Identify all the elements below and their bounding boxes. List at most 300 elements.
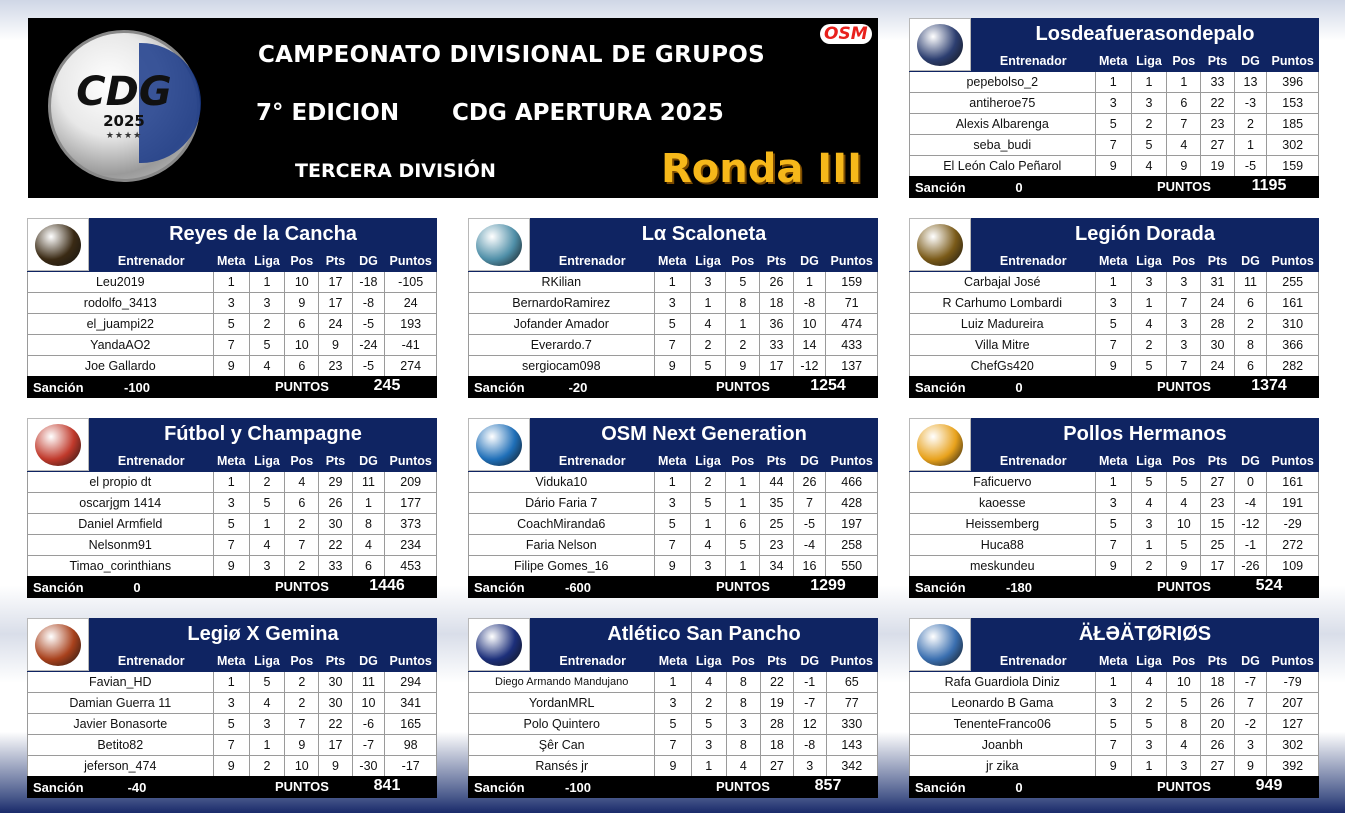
logo-text: CDG [76,68,172,115]
stat-cell: 13 [1234,72,1267,93]
crest-shape [476,224,522,266]
puntos-label: PUNTOS [1157,379,1211,394]
stat-cell: 8 [726,735,760,756]
coach-name: Leu2019 [28,272,214,293]
championship-title: CAMPEONATO DIVISIONAL DE GRUPOS [258,42,765,68]
stat-cell: 153 [1267,93,1319,114]
header-banner [28,18,878,198]
column-header: Entrenador [28,451,214,472]
stat-cell: 27 [1201,472,1234,493]
stat-cell: 2 [285,514,319,535]
stat-cell: 366 [1267,335,1319,356]
stat-cell: 1 [1167,72,1201,93]
stat-cell: 1 [1095,672,1131,693]
stat-cell: 4 [1167,135,1201,156]
stat-cell: 1 [213,672,249,693]
puntos-total: 1254 [810,377,846,394]
stat-cell: 274 [385,356,437,377]
stat-cell: 29 [319,472,352,493]
table-row [910,314,1319,335]
table-row [910,535,1319,556]
stat-cell: 109 [1267,556,1319,577]
column-header: Pts [319,651,352,672]
column-header: Meta [654,251,690,272]
stat-cell: 20 [1201,714,1234,735]
coach-name: meskundeu [910,556,1096,577]
coach-name: kaoesse [910,493,1096,514]
stat-cell: -26 [1234,556,1267,577]
table-row [910,493,1319,514]
stat-cell: 3 [690,272,725,293]
column-header: Pos [1167,651,1201,672]
column-header: Liga [249,451,284,472]
stat-cell: -2 [1234,714,1267,735]
stat-cell: 9 [1167,156,1201,177]
column-header: Pts [319,451,352,472]
coach-name: Filipe Gomes_16 [469,556,655,577]
stat-cell: 7 [213,335,249,356]
table-row [28,493,437,514]
stat-cell: 1 [213,272,249,293]
stat-cell: 7 [1167,356,1201,377]
table-row [910,714,1319,735]
stat-cell: 2 [1131,114,1166,135]
stat-cell: 16 [793,556,826,577]
stat-cell: 8 [726,672,760,693]
coach-name: Şêr Can [469,735,655,756]
stat-cell: 5 [1131,356,1166,377]
table-row [910,93,1319,114]
coach-name: Everardo.7 [469,335,655,356]
table-row [28,356,437,377]
stat-cell: 4 [690,535,725,556]
stat-cell: 2 [1234,314,1267,335]
round-label: Ronda III [661,146,862,192]
stat-cell: 7 [1095,535,1131,556]
stat-cell: 9 [213,756,249,777]
column-header: Pts [1201,251,1234,272]
stat-cell: 5 [213,314,249,335]
coach-name: Favian_HD [28,672,214,693]
stat-cell: 8 [352,514,385,535]
stat-cell: 5 [1167,472,1201,493]
stat-cell: 4 [285,472,319,493]
coach-name: BernardoRamirez [469,293,655,314]
stat-cell: 3 [690,556,725,577]
table-row [910,272,1319,293]
column-header: Entrenador [469,451,655,472]
column-header: Meta [213,451,249,472]
stat-cell: 7 [1167,114,1201,135]
stat-cell: 71 [826,293,878,314]
column-header: Pos [1167,51,1201,72]
team-card [909,418,1319,598]
puntos-total: 245 [373,377,401,394]
shark-icon [468,418,530,471]
stat-cell: 7 [285,535,319,556]
column-header: DG [352,651,385,672]
stat-cell: 3 [1095,93,1131,114]
column-header: Pos [285,651,319,672]
stat-cell: 5 [213,514,249,535]
stat-cell: 17 [760,356,793,377]
stat-cell: 5 [726,535,760,556]
column-header: DG [1234,651,1267,672]
table-row [469,556,878,577]
team-footer [909,576,1319,598]
stat-cell: 10 [1167,514,1201,535]
stat-cell: 1 [1234,135,1267,156]
column-header: Pts [760,651,793,672]
stat-cell: 28 [760,714,793,735]
crest-shape [35,424,81,466]
stat-cell: 15 [1201,514,1234,535]
stat-cell: 3 [1095,493,1131,514]
stat-cell: 18 [760,735,793,756]
table-row [28,272,437,293]
team-card [27,618,437,798]
coach-name: TenenteFranco06 [910,714,1096,735]
column-header: DG [352,451,385,472]
crest-shape [917,24,963,66]
sancion-label: Sanción [474,380,525,395]
column-header: Puntos [385,451,437,472]
table-row [910,135,1319,156]
stat-cell: 1 [352,493,385,514]
team-card [468,618,878,798]
table-row [910,472,1319,493]
column-header: Entrenador [469,651,655,672]
stat-cell: -8 [793,293,826,314]
coach-name: Daniel Armfield [28,514,214,535]
puntos-total: 524 [1255,577,1283,594]
stat-cell: 3 [655,693,691,714]
stat-cell: 33 [760,335,793,356]
column-header: Meta [654,451,690,472]
sancion-label: Sanción [915,180,966,195]
stat-cell: -5 [352,314,385,335]
stat-cell: 26 [1201,735,1234,756]
column-header: Puntos [385,251,437,272]
stat-cell: 474 [826,314,878,335]
team-name: Atlético San Pancho [530,618,878,650]
coach-name: YordanMRL [469,693,655,714]
stat-cell: 207 [1267,693,1319,714]
stat-cell: 23 [319,356,352,377]
stat-cell: 31 [1201,272,1234,293]
sancion-label: Sanción [33,580,84,595]
stat-cell: 8 [726,293,760,314]
coach-name: Timao_corinthians [28,556,214,577]
stat-cell: -12 [1234,514,1267,535]
stat-cell: -79 [1267,672,1319,693]
column-header: Entrenador [28,251,214,272]
table-row [910,556,1319,577]
coach-name: Heissemberg [910,514,1096,535]
stat-cell: 24 [1201,356,1234,377]
stat-cell: 6 [352,556,385,577]
stat-cell: 7 [1095,735,1131,756]
stat-cell: 30 [319,693,352,714]
stat-cell: 7 [213,535,249,556]
coach-name: Nelsonm91 [28,535,214,556]
stat-cell: 5 [1095,714,1131,735]
table-row [28,735,437,756]
cdg-logo [48,30,200,182]
coach-name: jeferson_474 [28,756,214,777]
stat-cell: 30 [319,514,352,535]
column-header: Pts [1201,451,1234,472]
team-name: OSM Next Generation [530,418,878,450]
stat-cell: 4 [352,535,385,556]
coach-name: Leonardo B Gama [910,693,1096,714]
table-row [910,156,1319,177]
stat-cell: 77 [826,693,877,714]
stat-cell: 1 [249,514,284,535]
coach-name: Diego Armando Mandujano [469,672,655,693]
bull-crest-icon [27,618,89,671]
coach-name: Rafa Guardiola Diniz [910,672,1096,693]
san-pancho-crest-icon [468,618,530,671]
sancion-label: Sanción [33,380,84,395]
stat-cell: 127 [1267,714,1319,735]
team-card [909,218,1319,398]
stat-cell: 25 [1201,535,1234,556]
stat-cell: 161 [1267,293,1319,314]
stat-cell: 9 [1095,156,1131,177]
stat-cell: 1 [690,293,725,314]
stat-cell: -8 [352,293,385,314]
coach-name: seba_budi [910,135,1096,156]
team-name: Losdeafuerasondepalo [971,18,1319,50]
sancion-label: Sanción [915,380,966,395]
stat-cell: 4 [249,356,284,377]
stat-cell: 9 [1095,356,1131,377]
stat-cell: 1 [654,272,690,293]
stat-cell: 9 [726,356,760,377]
stat-cell: 3 [213,293,249,314]
stat-cell: -29 [1267,514,1319,535]
stat-cell: 11 [1234,272,1267,293]
stat-cell: -6 [352,714,385,735]
stat-cell: 3 [726,714,760,735]
stat-cell: 34 [760,556,793,577]
puntos-total: 1446 [369,577,405,594]
stat-cell: 17 [1201,556,1234,577]
stat-cell: 3 [654,493,690,514]
column-header: Puntos [1267,51,1319,72]
stat-cell: 9 [1095,556,1131,577]
table-row [28,693,437,714]
stat-cell: -4 [1234,493,1267,514]
column-header: DG [793,651,826,672]
column-header: Liga [249,651,284,672]
stat-cell: 3 [249,714,284,735]
stat-cell: 6 [1234,293,1267,314]
stat-cell: 4 [726,756,760,777]
stat-cell: 6 [1167,93,1201,114]
stat-cell: 14 [793,335,826,356]
stat-cell: 466 [826,472,878,493]
stat-cell: 1 [249,735,284,756]
stat-cell: 1 [726,472,760,493]
team-name: Pollos Hermanos [971,418,1319,450]
stat-cell: 23 [760,535,793,556]
stat-cell: 5 [1095,314,1131,335]
table-row [469,314,878,335]
stat-cell: 1 [793,272,826,293]
team-footer [468,376,878,398]
column-header: Meta [1095,451,1131,472]
stat-cell: 7 [213,735,249,756]
column-header: Liga [691,651,726,672]
stat-cell: 2 [690,472,725,493]
column-header: Pts [1201,651,1234,672]
column-header: DG [793,451,826,472]
column-header: Meta [213,651,249,672]
stat-cell: 2 [1131,335,1166,356]
column-header: Puntos [826,651,877,672]
coach-name: jr zika [910,756,1096,777]
osm-logo: OSM [820,24,872,44]
column-header: DG [793,251,826,272]
puntos-label: PUNTOS [1157,579,1211,594]
stat-cell: 4 [1131,672,1166,693]
crest-shape [35,224,81,266]
team-card [909,18,1319,198]
stat-cell: 30 [319,672,352,693]
table-row [28,293,437,314]
stat-cell: 5 [1095,114,1131,135]
stat-cell: 3 [1131,272,1166,293]
stat-cell: 1 [1131,293,1166,314]
column-header: Liga [1131,451,1166,472]
team-footer [468,576,878,598]
column-header: Liga [249,251,284,272]
team-footer [468,776,878,798]
coach-name: Huca88 [910,535,1096,556]
crest-shape [917,624,963,666]
stat-cell: -5 [352,356,385,377]
stat-cell: 1 [1131,72,1166,93]
stat-cell: 5 [249,672,284,693]
stat-cell: 9 [285,293,319,314]
stat-cell: 185 [1267,114,1319,135]
stat-cell: 0 [1234,472,1267,493]
coach-name: pepebolso_2 [910,72,1096,93]
stat-cell: 1 [213,472,249,493]
column-header: Pos [726,451,760,472]
column-header: DG [1234,451,1267,472]
stat-cell: 10 [285,756,319,777]
column-header: Puntos [1267,451,1319,472]
stat-cell: 10 [793,314,826,335]
stat-cell: 9 [1234,756,1267,777]
stat-cell: 428 [826,493,878,514]
sancion-value: -20 [568,380,588,395]
team-card [468,218,878,398]
stat-cell: -5 [1234,156,1267,177]
chicken-logo-icon [909,418,971,471]
stat-cell: 5 [1131,135,1166,156]
stat-cell: 7 [793,493,826,514]
table-row [28,756,437,777]
stat-cell: 18 [760,293,793,314]
stat-cell: 17 [319,272,352,293]
column-header: Liga [1131,51,1166,72]
stat-cell: 4 [1131,156,1166,177]
stat-cell: 9 [319,335,352,356]
stat-cell: 9 [655,756,691,777]
stat-cell: 11 [352,672,385,693]
coach-name: Joanbh [910,735,1096,756]
soccer-ball-shield-icon [27,418,89,471]
stat-cell: 3 [1095,693,1131,714]
stat-cell: 4 [249,535,284,556]
sancion-label: Sanción [474,780,525,795]
stat-cell: 35 [760,493,793,514]
column-header: Pos [1167,251,1201,272]
stat-cell: 22 [1201,93,1234,114]
stat-cell: 2 [285,672,319,693]
stat-cell: 9 [654,356,690,377]
puntos-total: 841 [373,777,401,794]
table-row [28,714,437,735]
column-header: Entrenador [469,251,655,272]
column-header: Puntos [1267,251,1319,272]
team-name: ÄŁƏÄTØRIØS [971,618,1319,650]
stat-cell: 5 [1167,693,1201,714]
stat-cell: 7 [655,735,691,756]
stat-cell: 302 [1267,735,1319,756]
team-footer [909,776,1319,798]
table-row [469,735,878,756]
table-row [28,556,437,577]
coach-name: Faria Nelson [469,535,655,556]
stat-cell: 3 [1234,735,1267,756]
stat-cell: 5 [726,272,760,293]
stat-cell: 392 [1267,756,1319,777]
sancion-value: 0 [1015,180,1023,195]
stat-cell: 453 [385,556,437,577]
puntos-label: PUNTOS [1157,179,1211,194]
puntos-label: PUNTOS [275,579,329,594]
stat-cell: 1 [1095,472,1131,493]
stat-cell: 17 [319,735,352,756]
logo-year: 2025 [103,111,145,130]
stat-cell: 6 [285,314,319,335]
stat-cell: -17 [385,756,437,777]
column-header: Pos [1167,451,1201,472]
team-footer [909,376,1319,398]
stat-cell: -1 [1234,535,1267,556]
team-footer [27,376,437,398]
stat-cell: 5 [249,335,284,356]
stat-cell: 3 [1167,756,1201,777]
stat-cell: 159 [1267,156,1319,177]
column-header: Liga [1131,651,1166,672]
column-header: Puntos [385,651,437,672]
stat-cell: 396 [1267,72,1319,93]
coach-name: Jofander Amador [469,314,655,335]
column-header: Puntos [826,251,878,272]
stat-cell: 433 [826,335,878,356]
tournament-label: CDG APERTURA 2025 [452,100,724,126]
stat-cell: 5 [249,493,284,514]
column-header: Entrenador [910,651,1096,672]
puntos-total: 1195 [1251,177,1287,194]
stat-cell: 550 [826,556,878,577]
